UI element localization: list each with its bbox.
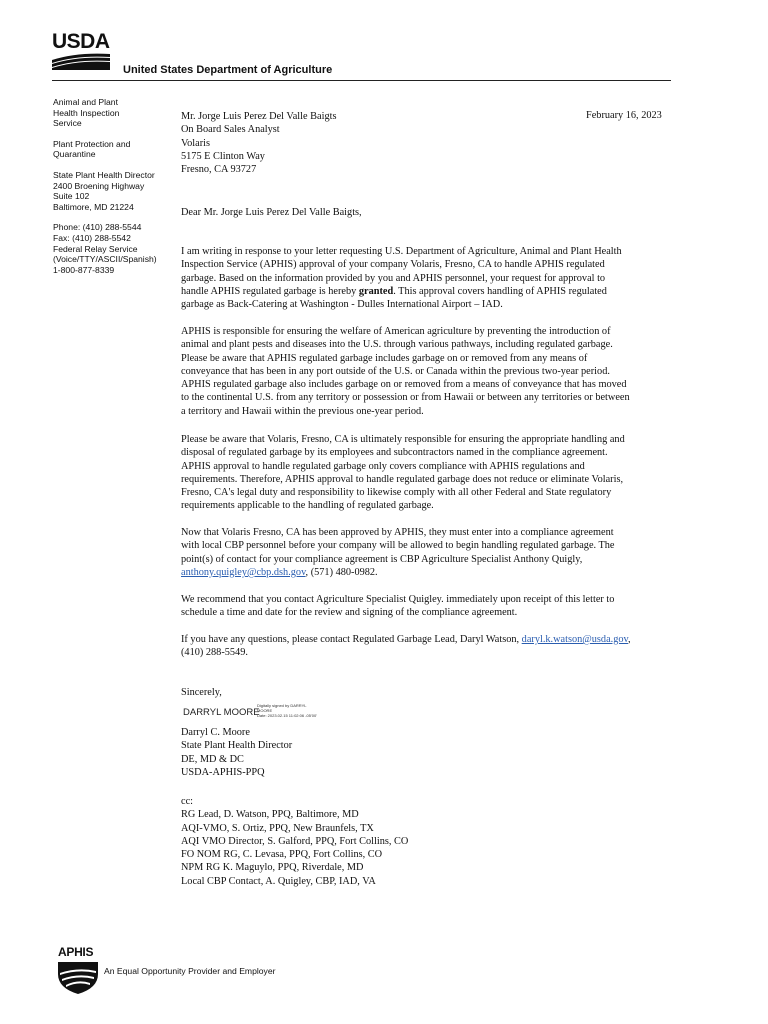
cc-item: AQI-VMO, S. Ortiz, PPQ, New Braunfels, TX [181, 822, 374, 834]
signer-block [181, 726, 674, 779]
text-line: I am writing in response to your letter requesting U.S. Department of Agriculture, Animal and Plant Health [181, 246, 622, 257]
text-line [181, 285, 674, 298]
text-line: APHIS approval to handle regulated garbage only covers compliance with APHIS regulations and [181, 460, 585, 472]
cc-item: AQI VMO Director, S. Galford, PPQ, Fort Collins, CO [181, 835, 409, 847]
text-line: Fresno, CA's legal duty and responsibility to likewise comply with all other Federal and State regulatory [181, 487, 612, 499]
text-line: We recommend that you contact Agriculture Specialist Quigley. immediately upon receipt of this letter to [181, 594, 615, 605]
sidebar-line: 1-800-877-8339 [53, 264, 115, 275]
text-segment: , (571) 480-0982. [305, 566, 378, 578]
signature-note-line: Date: 2023.02.15 11:02:06 -05'00' [257, 713, 317, 718]
aphis-logo-text: APHIS [58, 945, 94, 959]
text-segment: , [628, 634, 631, 645]
text-line: (410) 288-5549. [181, 647, 248, 659]
signer-line: DE, MD & DC [181, 753, 244, 765]
cc-item: RG Lead, D. Watson, PPQ, Baltimore, MD [181, 809, 359, 821]
text-line: Now that Volaris Fresno, CA has been approved by APHIS, they must enter into a compliance agreement [181, 527, 614, 538]
sidebar-line: Suite 102 [53, 191, 90, 202]
text-line: Inspection Service (APHIS) approval of your company Volaris, Fresno, CA to handle APHIS regulated [181, 259, 605, 271]
text-line: point(s) of contact for your compliance agreement is CBP Agriculture Specialist Anthony Quigly, [181, 553, 583, 565]
paragraph-cbp-agreement [181, 526, 674, 579]
sidebar-contact [53, 222, 178, 275]
footer-tagline: An Equal Opportunity Provider and Employer [104, 966, 276, 976]
signature-name: DARRYL MOORE [183, 707, 260, 718]
cc-item: Local CBP Contact, A. Quigley, CBP, IAD, VA [181, 875, 376, 887]
text-line: Please be aware that Volaris, Fresno, CA is ultimately responsible for ensuring the appropriate handling and [181, 434, 625, 445]
paragraph-approval [181, 245, 674, 311]
usda-email-link[interactable]: daryl.k.watson@usda.gov [521, 634, 629, 645]
sidebar-line: Phone: (410) 288-5544 [53, 222, 142, 233]
sidebar-line: (Voice/TTY/ASCII/Spanish) [53, 254, 157, 265]
cc-item: FO NOM RG, C. Levasa, PPQ, Fort Collins, CO [181, 849, 383, 861]
sidebar-line: State Plant Health Director [53, 169, 155, 180]
recipient-line: Fresno, CA 93727 [181, 164, 257, 176]
text-line: requirements applicable to the handling of regulated garbage. [181, 500, 434, 512]
letter-date: February 16, 2023 [586, 110, 662, 121]
text-line: disposal of regulated garbage by its employees and subcontractors named in the compliance agreement. [181, 447, 608, 459]
text-segment: If you have any questions, please contact Regulated Garbage Lead, Daryl Watson, [181, 634, 522, 645]
sidebar-line: 2400 Broening Highway [53, 180, 145, 191]
signature-note [257, 703, 337, 718]
sidebar-line: Animal and Plant [53, 97, 118, 107]
salutation: Dear Mr. Jorge Luis Perez Del Valle Baigts, [181, 207, 362, 218]
text-line: garbage as Back-Catering at Washington - Dulles International Airport – IAD. [181, 299, 503, 311]
signature-note-line: Digitally signed by DARRYL [257, 703, 307, 708]
text-line: schedule a time and date for the review and signing of the compliance agreement. [181, 607, 518, 619]
recipient-line: Mr. Jorge Luis Perez Del Valle Baigts [181, 111, 337, 122]
recipient-line: On Board Sales Analyst [181, 124, 280, 136]
signer-line: Darryl C. Moore [181, 727, 250, 738]
sidebar [53, 97, 178, 285]
sidebar-line: Baltimore, MD 21224 [53, 201, 134, 212]
cc-item: NPM RG K. Maguylo, PPQ, Riverdale, MD [181, 862, 364, 874]
granted-emphasis: granted [358, 285, 394, 297]
text-line: to the continental U.S. from any territory or possession or from Hawaii or between any territories or between [181, 392, 630, 404]
text-line: conveyance that has been in any port outside of the U.S. or Canada within the previous two-year period. [181, 365, 610, 377]
cc-label: cc: [181, 796, 194, 807]
cbp-email-link[interactable]: anthony.quigley@cbp.dsh.gov [181, 566, 306, 578]
signature-note-line: MOORE [257, 708, 273, 713]
aphis-shield-icon [56, 946, 100, 996]
digital-signature [183, 703, 353, 723]
sidebar-line: Quarantine [53, 149, 96, 160]
recipient-line: Volaris [181, 137, 210, 149]
agency-title: United States Department of Agriculture [123, 64, 333, 76]
sidebar-agency [53, 97, 178, 129]
text-line: garbage. Based on the information provided by you and APHIS personnel, your request for approval to [181, 272, 606, 284]
usda-logo-text: USDA [52, 30, 110, 53]
recipient-line: 5175 E Clinton Way [181, 150, 265, 162]
sidebar-address [53, 170, 178, 212]
cc-list [181, 795, 674, 888]
paragraph-responsibility [181, 325, 674, 418]
sidebar-line: Plant Protection and [53, 138, 131, 149]
text-line: animal and plant pests and diseases into the U.S. through various pathways, including regulated garbage. [181, 339, 613, 351]
sidebar-line: Service [53, 118, 82, 129]
sidebar-line: Fax: (410) 288-5542 [53, 232, 131, 243]
text-line: a territory and Hawaii within the previous one-year period. [181, 405, 424, 417]
text-line [181, 633, 674, 646]
text-segment: . This approval covers handling of APHIS regulated [393, 285, 607, 297]
sidebar-line: Health Inspection [53, 107, 120, 118]
text-line [181, 566, 674, 579]
paragraph-compliance [181, 433, 674, 513]
usda-logo-icon [52, 30, 110, 74]
closing: Sincerely, [181, 687, 222, 698]
paragraph-questions [181, 633, 674, 660]
text-line: APHIS regulated garbage also includes garbage on or removed from a means of conveyance that has moved [181, 379, 627, 391]
signer-line: State Plant Health Director [181, 740, 293, 752]
sidebar-line: Federal Relay Service [53, 243, 138, 254]
text-line: APHIS is responsible for ensuring the welfare of American agriculture by preventing the introduction of [181, 326, 611, 337]
recipient-address [181, 110, 674, 176]
signer-line: USDA-APHIS-PPQ [181, 766, 265, 778]
header-divider [52, 80, 671, 81]
paragraph-recommendation [181, 593, 674, 620]
text-line: Please be aware that APHIS regulated garbage includes garbage on or removed from any means of [181, 352, 588, 364]
text-segment: handle APHIS regulated garbage is hereby [181, 285, 359, 297]
text-line: requirements. Therefore, APHIS approval to handle regulated garbage does not reduce or eliminate Volaris, [181, 473, 624, 485]
text-line: with local CBP personnel before your company will be allowed to begin handling regulated garbage. The [181, 540, 615, 552]
sidebar-program [53, 139, 178, 160]
